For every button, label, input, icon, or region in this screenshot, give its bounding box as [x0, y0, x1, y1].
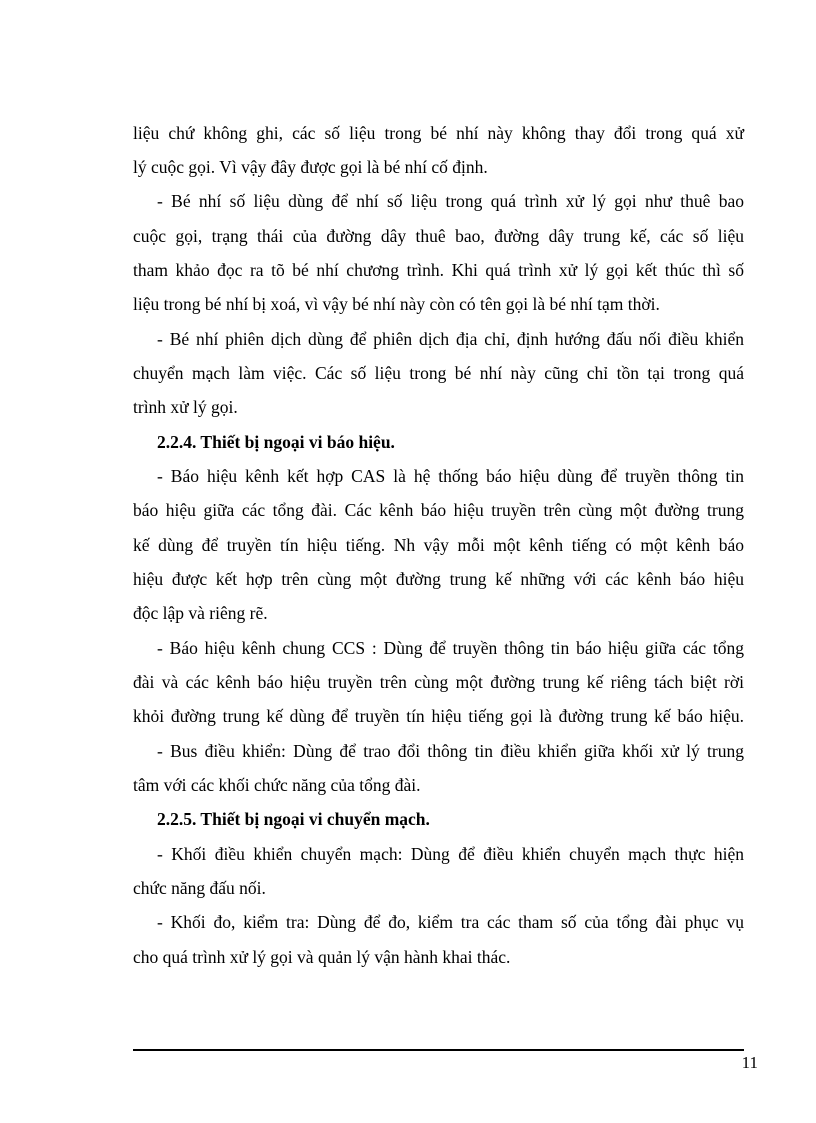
text-line: - Bé nhí số liệu dùng để nhí số liệu trong quá trình xử lý gọi như thuê bao	[157, 191, 744, 211]
text-line: chuyển mạch làm việc. Các số liệu trong bé nhí này cũng chỉ tồn tại trong quá	[133, 363, 744, 383]
section-heading-2-2-4: 2.2.4. Thiết bị ngoại vi báo hiệu.	[157, 432, 395, 452]
text-line: chức năng đấu nối.	[133, 878, 266, 898]
text-line: - Báo hiệu kênh kết hợp CAS là hệ thống báo hiệu dùng để truyền thông tin	[157, 466, 744, 486]
text-line: đài và các kênh báo hiệu truyền trên cùng một đường trung kế riêng tách biệt rời	[133, 672, 744, 692]
text-line: cho quá trình xử lý gọi và quản lý vận hành khai thác.	[133, 947, 511, 967]
text-line: tâm với các khối chức năng của tổng đài.	[133, 775, 421, 795]
text-line: hiệu được kết hợp trên cùng một đường trung kế những với các kênh báo hiệu	[133, 569, 744, 589]
text-line: kế dùng để truyền tín hiệu tiếng. Nh vậy mỗi một kênh tiếng có một kênh báo	[133, 535, 744, 555]
text-line: liệu trong bé nhí bị xoá, vì vậy bé nhí này còn có tên gọi là bé nhí tạm thời.	[133, 294, 660, 314]
page-number: 11	[741, 1053, 758, 1072]
text-line: khỏi đường trung kế dùng để truyền tín hiệu tiếng gọi là đường trung kế báo hiệu.	[133, 706, 744, 726]
footer-rule	[133, 1049, 744, 1051]
text-line: trình xử lý gọi.	[133, 397, 238, 417]
text-line: - Khối điều khiển chuyển mạch: Dùng để điều khiển chuyển mạch thực hiện	[157, 844, 744, 864]
text-line: lý cuộc gọi. Vì vậy đây được gọi là bé nhí cố định.	[133, 157, 488, 177]
text-line: - Khối đo, kiểm tra: Dùng để đo, kiểm tra các tham số của tổng đài phục vụ	[157, 912, 744, 932]
text-line: - Bus điều khiển: Dùng để trao đổi thông tin điều khiển giữa khối xử lý trung	[157, 741, 744, 761]
text-line: cuộc gọi, trạng thái của đường dây thuê bao, đường dây trung kế, các số liệu	[133, 226, 744, 246]
text-line: độc lập và riêng rẽ.	[133, 603, 268, 623]
text-line: liệu chứ không ghi, các số liệu trong bé nhí này không thay đổi trong quá xử	[133, 123, 744, 143]
text-line: báo hiệu giữa các tổng đài. Các kênh báo hiệu truyền trên cùng một đường trung	[133, 500, 744, 520]
text-line: - Báo hiệu kênh chung CCS : Dùng để truyền thông tin báo hiệu giữa các tổng	[157, 638, 744, 658]
text-line: tham khảo đọc ra tõ bé nhí chương trình. Khi quá trình xử lý gọi kết thúc thì số	[133, 260, 744, 280]
text-line: - Bé nhí phiên dịch dùng để phiên dịch địa chỉ, định hướng đấu nối điều khiển	[157, 329, 744, 349]
section-heading-2-2-5: 2.2.5. Thiết bị ngoại vi chuyển mạch.	[157, 809, 430, 829]
